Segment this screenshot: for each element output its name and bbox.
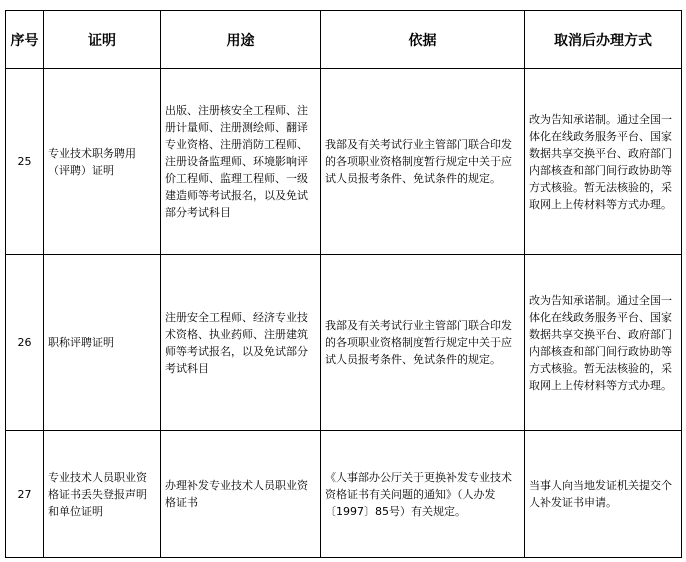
basis-text: 我部及有关考试行业主管部门联合印发的各项职业资格制度暂行规定中关于应试人员报考条件、免试条件的规定。 bbox=[325, 138, 512, 185]
cell-usage bbox=[161, 431, 321, 558]
certificate-text: 专业技术人员职业资格证书丢失登报声明和单位证明 bbox=[48, 470, 147, 518]
table-row bbox=[6, 255, 682, 431]
header-usage: 用途 bbox=[161, 11, 321, 69]
after-cancel-text: 改为告知承诺制。通过全国一体化在线政务服务平台、国家数据共享交换平台、政府部门内部核查和部门间行政协助等方式核验。暂无法核验的，采取网上上传材料等方式办理。 bbox=[529, 112, 672, 211]
cell-after-cancel bbox=[525, 255, 682, 431]
usage-text: 办理补发专业技术人员职业资格证书 bbox=[165, 479, 308, 509]
header-row bbox=[6, 11, 682, 69]
header-certificate: 证明 bbox=[44, 11, 161, 69]
cell-certificate bbox=[44, 255, 161, 431]
cell-basis bbox=[321, 255, 525, 431]
cell-after-cancel bbox=[525, 69, 682, 255]
header-basis: 依据 bbox=[321, 11, 525, 69]
after-cancel-text: 当事人向当地发证机关提交个人补发证书申请。 bbox=[529, 479, 672, 509]
certificate-text: 职称评聘证明 bbox=[48, 336, 114, 349]
cell-after-cancel bbox=[525, 431, 682, 558]
cell-certificate bbox=[44, 431, 161, 558]
header-after-cancel: 取消后办理方式 bbox=[525, 11, 682, 69]
certificate-text: 专业技术职务聘用（评聘）证明 bbox=[48, 146, 136, 177]
basis-text: 我部及有关考试行业主管部门联合印发的各项职业资格制度暂行规定中关于应试人员报考条件、免试条件的规定。 bbox=[325, 319, 512, 366]
cell-usage bbox=[161, 69, 321, 255]
table-row bbox=[6, 431, 682, 558]
cell-no: 26 bbox=[6, 255, 44, 431]
cell-no: 25 bbox=[6, 69, 44, 255]
header-no: 序号 bbox=[6, 11, 44, 69]
usage-text: 注册安全工程师、经济专业技术资格、执业药师、注册建筑师等考试报名，以及免试部分考试科目 bbox=[165, 310, 308, 375]
cell-no: 27 bbox=[6, 431, 44, 558]
after-cancel-text: 改为告知承诺制。通过全国一体化在线政务服务平台、国家数据共享交换平台、政府部门内部核查和部门间行政协助等方式核验。暂无法核验的，采取网上上传材料等方式办理。 bbox=[529, 293, 672, 392]
cell-basis bbox=[321, 431, 525, 558]
cell-basis bbox=[321, 69, 525, 255]
cell-certificate bbox=[44, 69, 161, 255]
usage-text: 出版、注册核安全工程师、注册计量师、注册测绘师、翻译专业资格、注册消防工程师、注册设备监理师、环境影响评价工程师、监理工程师、一级建造师等考试报名，以及免试部分考试科目 bbox=[165, 104, 308, 219]
table-row bbox=[6, 69, 682, 255]
certificate-table bbox=[5, 10, 682, 558]
basis-text: 《人事部办公厅关于更换补发专业技术资格证书有关问题的通知》（人办发〔1997〕85号）有关规定。 bbox=[325, 470, 512, 518]
cell-usage bbox=[161, 255, 321, 431]
